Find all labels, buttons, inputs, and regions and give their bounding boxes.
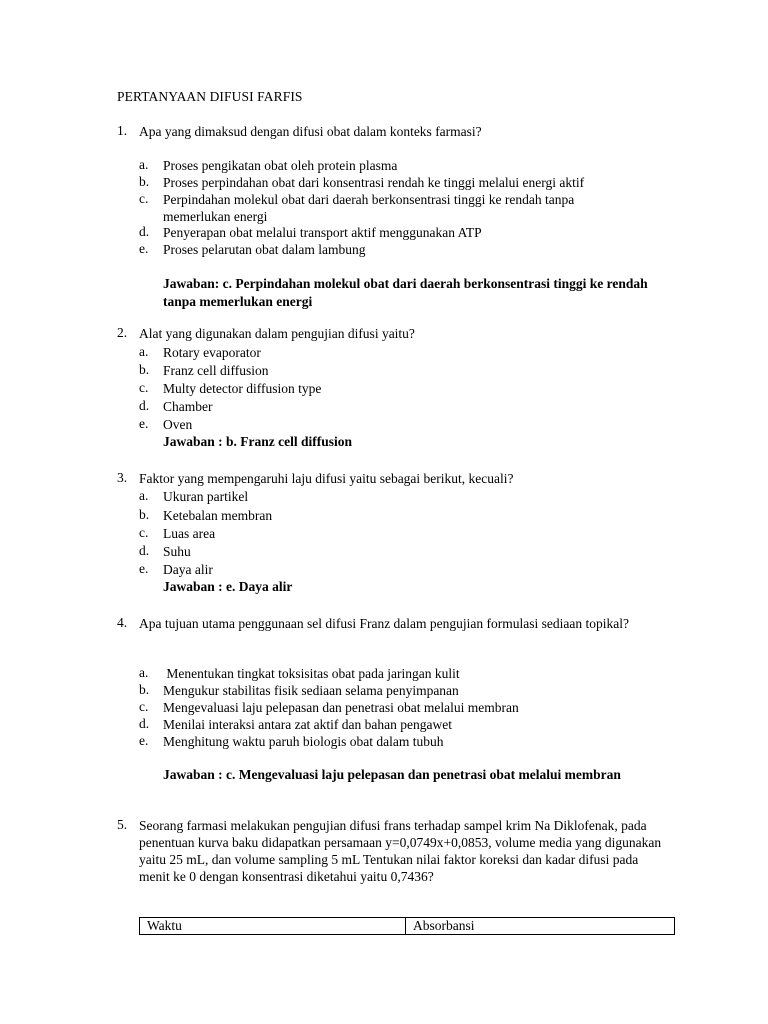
table-header-absorbansi: Absorbansi	[406, 918, 675, 935]
question-2-option-d-letter: d.	[139, 398, 150, 413]
question-2-option-e-letter: e.	[139, 416, 149, 431]
question-1-option-c: Perpindahan molekul obat dari daerah berkonsentrasi tinggi ke rendah tanpa memerlukan energi	[163, 192, 575, 224]
question-2-option-e: Oven	[163, 417, 193, 432]
question-3-text: Faktor yang mempengaruhi laju difusi yaitu sebagai berikut, kecuali?	[139, 471, 514, 486]
question-4-option-a: Menentukan tingkat toksisitas obat pada jaringan kulit	[163, 666, 460, 681]
document-title: PERTANYAAN DIFUSI FARFIS	[117, 89, 303, 104]
question-1-number: 1.	[117, 123, 128, 138]
question-1-option-e-letter: e.	[139, 241, 149, 256]
question-3-option-b: Ketebalan membran	[163, 508, 273, 523]
question-4-option-a-letter: a.	[139, 665, 149, 680]
question-3-option-e-letter: e.	[139, 561, 149, 576]
question-1-option-d-letter: d.	[139, 224, 150, 239]
question-4-option-c: Mengevaluasi laju pelepasan dan penetrasi obat melalui membran	[163, 700, 519, 715]
table-header-row	[140, 918, 675, 935]
question-1-option-c-letter: c.	[139, 191, 149, 206]
question-2-option-b-letter: b.	[139, 362, 150, 377]
question-2-option-b: Franz cell diffusion	[163, 363, 269, 378]
question-3-option-b-letter: b.	[139, 507, 150, 522]
question-3-option-a: Ukuran partikel	[163, 489, 249, 504]
question-4-option-b: Mengukur stabilitas fisik sediaan selama penyimpanan	[163, 683, 459, 698]
question-3-number: 3.	[117, 470, 128, 485]
data-table	[139, 917, 675, 935]
question-4-number: 4.	[117, 615, 128, 630]
question-4-option-b-letter: b.	[139, 682, 150, 697]
question-4-option-e: Menghitung waktu paruh biologis obat dalam tubuh	[163, 734, 444, 749]
question-3-option-c: Luas area	[163, 526, 216, 541]
question-3-option-a-letter: a.	[139, 488, 149, 503]
question-1-option-a: Proses pengikatan obat oleh protein plasma	[163, 158, 398, 173]
question-3-option-c-letter: c.	[139, 525, 149, 540]
question-5-number: 5.	[117, 817, 128, 832]
question-3-option-d-letter: d.	[139, 543, 150, 558]
question-2-option-a: Rotary evaporator	[163, 345, 261, 360]
question-2-option-d: Chamber	[163, 399, 213, 414]
question-5-text: Seorang farmasi melakukan pengujian difusi frans terhadap sampel krim Na Diklofenak, pada penentuan kurva baku didapatkan persamaan y=0,0749x+0,0853, volume media yang digunakan yaitu 25 mL, dan volume sampling 5 mL Tentukan nilai faktor koreksi dan kadar difusi pada menit ke 0 dengan konsentrasi diketahui yaitu 0,7436?	[139, 818, 662, 884]
question-4-option-d: Menilai interaksi antara zat aktif dan bahan pengawet	[163, 717, 452, 732]
question-1-answer: Jawaban: c. Perpindahan molekul obat dari daerah berkonsentrasi tinggi ke rendah tanpa memerlukan energi	[163, 276, 648, 309]
question-4-answer: Jawaban : c. Mengevaluasi laju pelepasan dan penetrasi obat melalui membran	[163, 767, 621, 782]
question-3-option-e: Daya alir	[163, 562, 213, 577]
question-2-text: Alat yang digunakan dalam pengujian difusi yaitu?	[139, 326, 415, 341]
question-4-option-d-letter: d.	[139, 716, 150, 731]
question-2-option-c-letter: c.	[139, 380, 149, 395]
question-1-option-d: Penyerapan obat melalui transport aktif menggunakan ATP	[163, 225, 482, 240]
question-1-option-b: Proses perpindahan obat dari konsentrasi rendah ke tinggi melalui energi aktif	[163, 175, 585, 190]
question-2-option-a-letter: a.	[139, 344, 149, 359]
question-3-answer: Jawaban : e. Daya alir	[163, 579, 293, 594]
question-2-option-c: Multy detector diffusion type	[163, 381, 322, 396]
question-4-text: Apa tujuan utama penggunaan sel difusi Franz dalam pengujian formulasi sediaan topikal?	[139, 616, 629, 631]
question-1-option-e: Proses pelarutan obat dalam lambung	[163, 242, 366, 257]
table-header-waktu: Waktu	[140, 918, 406, 935]
question-4-option-e-letter: e.	[139, 733, 149, 748]
question-2-number: 2.	[117, 325, 128, 340]
question-2-answer: Jawaban : b. Franz cell diffusion	[163, 434, 353, 449]
question-1-option-a-letter: a.	[139, 157, 149, 172]
question-1-text: Apa yang dimaksud dengan difusi obat dalam konteks farmasi?	[139, 124, 482, 139]
question-4-option-c-letter: c.	[139, 699, 149, 714]
question-3-option-d: Suhu	[163, 544, 191, 559]
question-1-option-b-letter: b.	[139, 174, 150, 189]
